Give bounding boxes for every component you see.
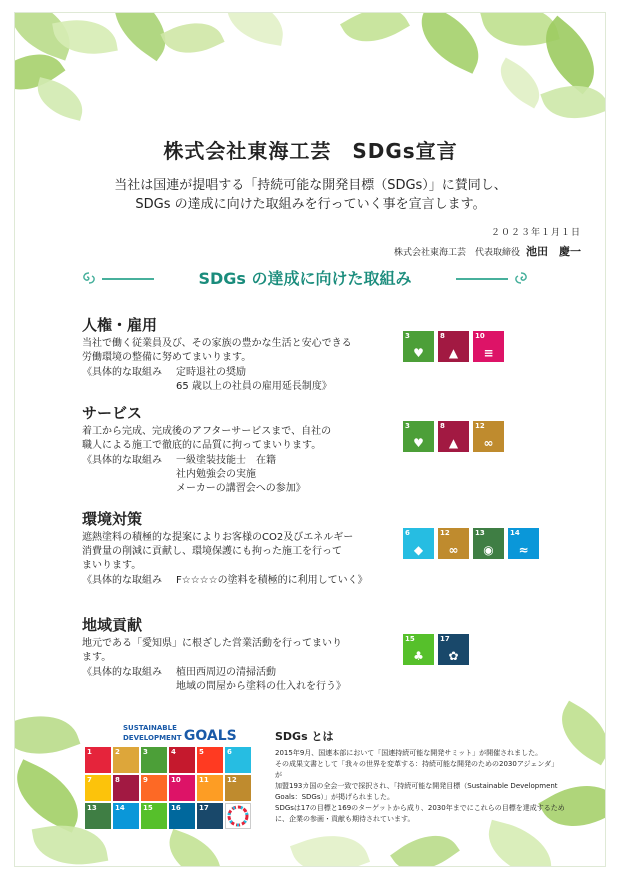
goal-15-icon: 15 (141, 803, 167, 829)
page-title: 株式会社東海工芸 SDGs宣言 (163, 139, 458, 163)
section-service (82, 402, 392, 496)
section-body-line: 遮熱塗料の積極的な提案によりお客様のCO2及びエネルギー (82, 532, 354, 543)
goal-5-icon: 5 (197, 747, 223, 773)
section-body-line: ます。 (82, 652, 112, 663)
section-body-line: 労働環境の整備に努めてまいります。 (82, 352, 252, 363)
example-label: 《具体的な取組み (82, 367, 162, 378)
section-heading: サービス (82, 404, 143, 422)
about-line: 加盟193カ国の全会一致で採択され、「持続可能な開発目標（Sustainable Development (275, 782, 558, 790)
about-line: に、企業の参画・貢献も期待されています。 (275, 815, 415, 823)
goal-15-icon: 15 ♣ (403, 634, 434, 665)
section-examples (82, 454, 392, 496)
section-heading: 地域貢献 (82, 616, 143, 634)
goal-13-icon: 13 ◉ (473, 528, 504, 559)
about-line: Goals：SDGs）」が掲げられました。 (275, 793, 394, 801)
intro-line: SDGs の達成に向けた取組みを行っていく事を宣言します。 (135, 197, 486, 212)
section-examples (82, 366, 392, 394)
section-examples (82, 666, 392, 694)
section-body-line: 着工から完成、完成後のアフターサービスまで、自社の (82, 426, 332, 437)
example-item: メーカーの講習会への参加》 (176, 483, 306, 494)
goal-8-icon: 8 ▲ (438, 421, 469, 452)
sdg-logo-line: DEVELOPMENT (123, 734, 182, 742)
goal-8-icon: 8 ▲ (438, 331, 469, 362)
goal-12-icon: 12 ∞ (473, 421, 504, 452)
goal-13-icon: 13 (85, 803, 111, 829)
section-goal-icons (403, 421, 504, 452)
goal-8-icon: 8 (113, 775, 139, 801)
section-body-line: 消費量の削減に貢献し、環境保護にも拘った施工を行って (82, 546, 342, 557)
goal-2-icon: 2 (113, 747, 139, 773)
goal-10-icon: 10 (169, 775, 195, 801)
declaration-date: ２０２３年１月１日 (490, 228, 581, 238)
section-examples (82, 574, 392, 588)
section-body-line: 地元である「愛知県」に根ざした営業活動を行ってまいり (82, 638, 342, 649)
about-heading: SDGs とは (275, 730, 334, 743)
intro-text (0, 176, 621, 214)
goal-14-icon: 14 (113, 803, 139, 829)
example-item: 一級塗装技能士 在籍 (176, 455, 276, 466)
section-body-line: まいります。 (82, 560, 142, 571)
signer (394, 243, 581, 259)
goal-12-icon: 12 (225, 775, 251, 801)
goal-17-icon: 17 ✿ (438, 634, 469, 665)
goal-9-icon: 9 (141, 775, 167, 801)
example-item: 地域の問屋から塗料の仕入れを行う》 (176, 681, 346, 692)
example-item: 65 歳以上の社員の雇用延長制度》 (176, 381, 332, 392)
section-banner (70, 266, 540, 290)
goal-6-icon: 6 ◆ (403, 528, 434, 559)
section-heading: 環境対策 (82, 510, 143, 528)
section-body-line: 当社で働く従業員及び、その家族の豊かな生活と安心できる (82, 338, 352, 349)
sdg-logo-line: SUSTAINABLE (123, 724, 177, 732)
section-goal-icons (403, 331, 504, 362)
sdg-logo-goals: GOALS (183, 728, 237, 744)
example-item: F☆☆☆☆の塗料を積極的に利用していく》 (176, 575, 368, 586)
banner-title: SDGs の達成に向けた取組み (198, 269, 412, 288)
signer-role: 株式会社東海工芸 代表取締役 (393, 248, 520, 258)
goal-16-icon: 16 (169, 803, 195, 829)
goal-3-icon: 3 ♥ (403, 331, 434, 362)
section-human-rights (82, 314, 392, 394)
about-line: 2015年9月、国連本部において「国連持続可能な開発サミット」が開催されました。 (275, 749, 543, 757)
example-label: 《具体的な取組み (82, 575, 162, 586)
sdg-wheel-icon (225, 803, 251, 829)
goal-1-icon: 1 (85, 747, 111, 773)
goal-6-icon: 6 (225, 747, 251, 773)
goal-7-icon: 7 (85, 775, 111, 801)
example-label: 《具体的な取組み (82, 667, 162, 678)
intro-line: 当社は国連が提唱する「持続可能な開発目標（SDGs）」に賛同し、 (114, 178, 507, 193)
section-goal-icons (403, 528, 539, 559)
example-item: 社内勉強会の実施 (176, 469, 256, 480)
sdg-logo-block (85, 724, 255, 829)
section-environment (82, 508, 392, 588)
goal-4-icon: 4 (169, 747, 195, 773)
sdg-goals-grid (85, 747, 255, 829)
example-item: 定時退社の奨励 (176, 367, 246, 378)
goal-17-icon: 17 (197, 803, 223, 829)
section-body-line: 職人による施工で徹底的に品質に拘ってまいります。 (82, 440, 322, 451)
section-heading: 人権・雇用 (82, 316, 158, 334)
section-goal-icons (403, 634, 469, 665)
signer-name: 池田 慶一 (526, 245, 581, 258)
example-item: 植田西周辺の清掃活動 (176, 667, 276, 678)
goal-10-icon: 10 ≡ (473, 331, 504, 362)
goal-12-icon: 12 ∞ (438, 528, 469, 559)
goal-11-icon: 11 (197, 775, 223, 801)
goal-14-icon: 14 ≈ (508, 528, 539, 559)
section-community (82, 614, 392, 694)
goal-3-icon: 3 ♥ (403, 421, 434, 452)
goal-3-icon: 3 (141, 747, 167, 773)
about-line: その成果文書として「我々の世界を変革する：持続可能な開発のための2030アジェンダ」が (275, 760, 559, 779)
about-line: SDGsは17の目標と169のターゲットから成り、2030年までにこれらの目標を達成するため (275, 804, 565, 812)
example-label: 《具体的な取組み (82, 455, 162, 466)
sdg-logo-title (123, 724, 255, 742)
about-sdgs (275, 728, 565, 825)
